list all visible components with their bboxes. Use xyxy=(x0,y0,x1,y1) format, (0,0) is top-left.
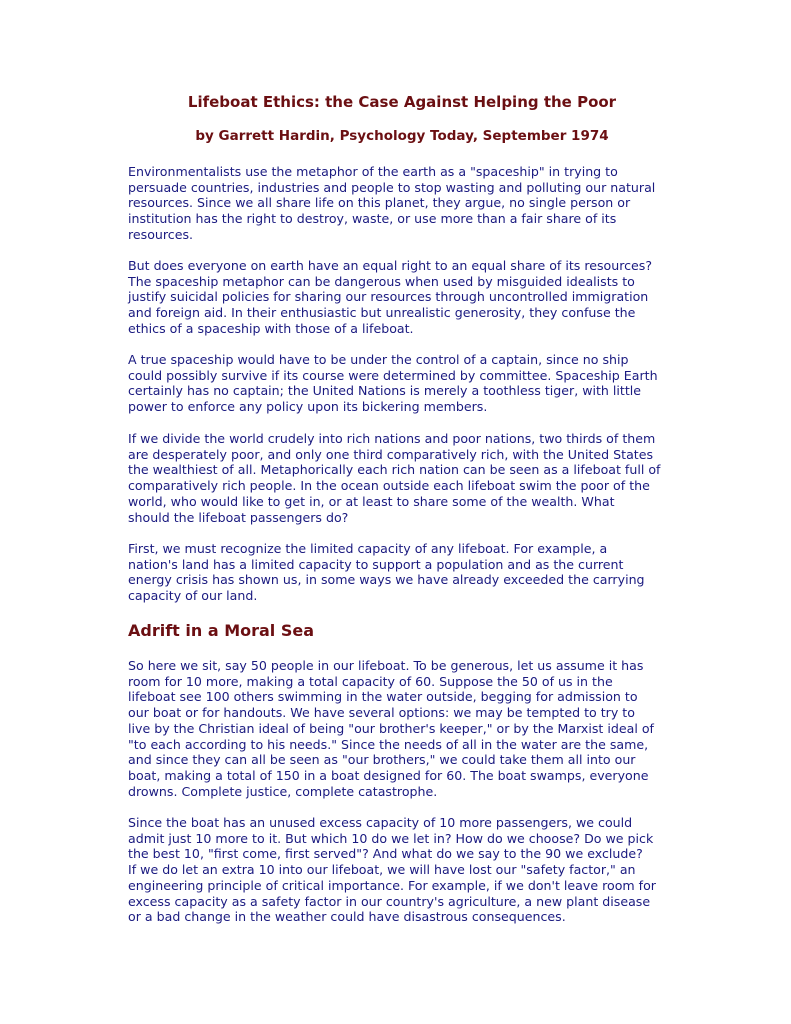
text-line: power to enforce any policy upon its bickering members. xyxy=(128,399,488,415)
paragraph-captain xyxy=(128,352,680,415)
text-line: comparatively rich people. In the ocean outside each lifeboat swim the poor of the xyxy=(128,478,650,494)
text-line: capacity of our land. xyxy=(128,588,258,604)
paragraph-rich-poor-nations xyxy=(128,431,680,525)
text-line: So here we sit, say 50 people in our lifeboat. To be generous, let us assume it has xyxy=(128,658,644,673)
text-line: our boat or for handouts. We have several options: we may be tempted to try to xyxy=(128,705,635,721)
text-line: If we do let an extra 10 into our lifeboat, we will have lost our "safety factor," an xyxy=(128,862,636,878)
text-line: "to each according to his needs." Since the needs of all in the water are the same, xyxy=(128,736,649,752)
text-line: the wealthiest of all. Metaphorically each rich nation can be seen as a lifeboat full of xyxy=(128,462,661,478)
text-line: Environmentalists use the metaphor of the earth as a "spaceship" in trying to xyxy=(128,164,618,179)
text-line: room for 10 more, making a total capacity of 60. Suppose the 50 of us in the xyxy=(128,673,613,689)
text-line: energy crisis has shown us, in some ways we have already exceeded the carrying xyxy=(128,572,645,588)
text-line: engineering principle of critical importance. For example, if we don't leave room for xyxy=(128,877,656,893)
text-line: If we divide the world crudely into rich nations and poor nations, two thirds of them xyxy=(128,431,656,446)
text-line: and foreign aid. In their enthusiastic but unrealistic generosity, they confuse the xyxy=(128,305,636,321)
text-line: A true spaceship would have to be under the control of a captain, since no ship xyxy=(128,352,629,367)
text-line: or a bad change in the weather could have disastrous consequences. xyxy=(128,909,566,925)
text-line: But does everyone on earth have an equal right to an equal share of its resources? xyxy=(128,258,653,273)
text-line: resources. Since we all share life on this planet, they argue, no single person or xyxy=(128,195,631,211)
section-heading: Adrift in a Moral Sea xyxy=(128,621,315,640)
text-line: admit just 10 more to it. But which 10 do we let in? How do we choose? Do we pick xyxy=(128,830,654,846)
text-line: lifeboat see 100 others swimming in the water outside, begging for admission to xyxy=(128,689,638,705)
text-line: the best 10, "first come, first served"? And what do we say to the 90 we exclude? xyxy=(128,846,643,862)
text-line: Since the boat has an unused excess capacity of 10 more passengers, we could xyxy=(128,815,633,830)
text-line: world, who would like to get in, or at least to share some of the wealth. What xyxy=(128,493,615,509)
text-line: ethics of a spaceship with those of a lifeboat. xyxy=(128,320,414,336)
text-line: live by the Christian ideal of being "our brother's keeper," or by the Marxist ideal of xyxy=(128,720,654,736)
text-line: persuade countries, industries and people to stop wasting and polluting our natural xyxy=(128,179,656,195)
paragraph-equal-share xyxy=(128,258,680,337)
text-line: The spaceship metaphor can be dangerous when used by misguided idealists to xyxy=(128,273,635,289)
text-line: justify suicidal policies for sharing our resources through uncontrolled immigration xyxy=(128,289,649,305)
text-line: excess capacity as a safety factor in our country's agriculture, a new plant disease xyxy=(128,893,651,909)
text-line: institution has the right to destroy, waste, or use more than a fair share of its xyxy=(128,211,617,227)
text-line: drowns. Complete justice, complete catastrophe. xyxy=(128,783,438,799)
article-byline: by Garrett Hardin, Psychology Today, September 1974 xyxy=(195,128,609,144)
paragraph-fifty-people xyxy=(128,658,680,799)
paragraph-spaceship-metaphor xyxy=(128,164,680,243)
paragraph-limited-capacity xyxy=(128,541,680,604)
text-line: are desperately poor, and only one third comparatively rich, with the United States xyxy=(128,446,654,462)
text-line: resources. xyxy=(128,226,194,242)
text-line: boat, making a total of 150 in a boat designed for 60. The boat swamps, everyone xyxy=(128,767,649,783)
text-line: should the lifeboat passengers do? xyxy=(128,509,349,525)
text-line: certainly has no captain; the United Nations is merely a toothless tiger, with little xyxy=(128,383,642,399)
article-title: Lifeboat Ethics: the Case Against Helping the Poor xyxy=(187,93,617,111)
paragraph-excess-capacity xyxy=(128,815,680,925)
text-line: First, we must recognize the limited capacity of any lifeboat. For example, a xyxy=(128,541,608,556)
text-line: nation's land has a limited capacity to support a population and as the current xyxy=(128,556,624,572)
text-line: and since they can all be seen as "our brothers," we could take them all into our xyxy=(128,752,636,768)
text-line: could possibly survive if its course were determined by committee. Spaceship Earth xyxy=(128,367,658,383)
